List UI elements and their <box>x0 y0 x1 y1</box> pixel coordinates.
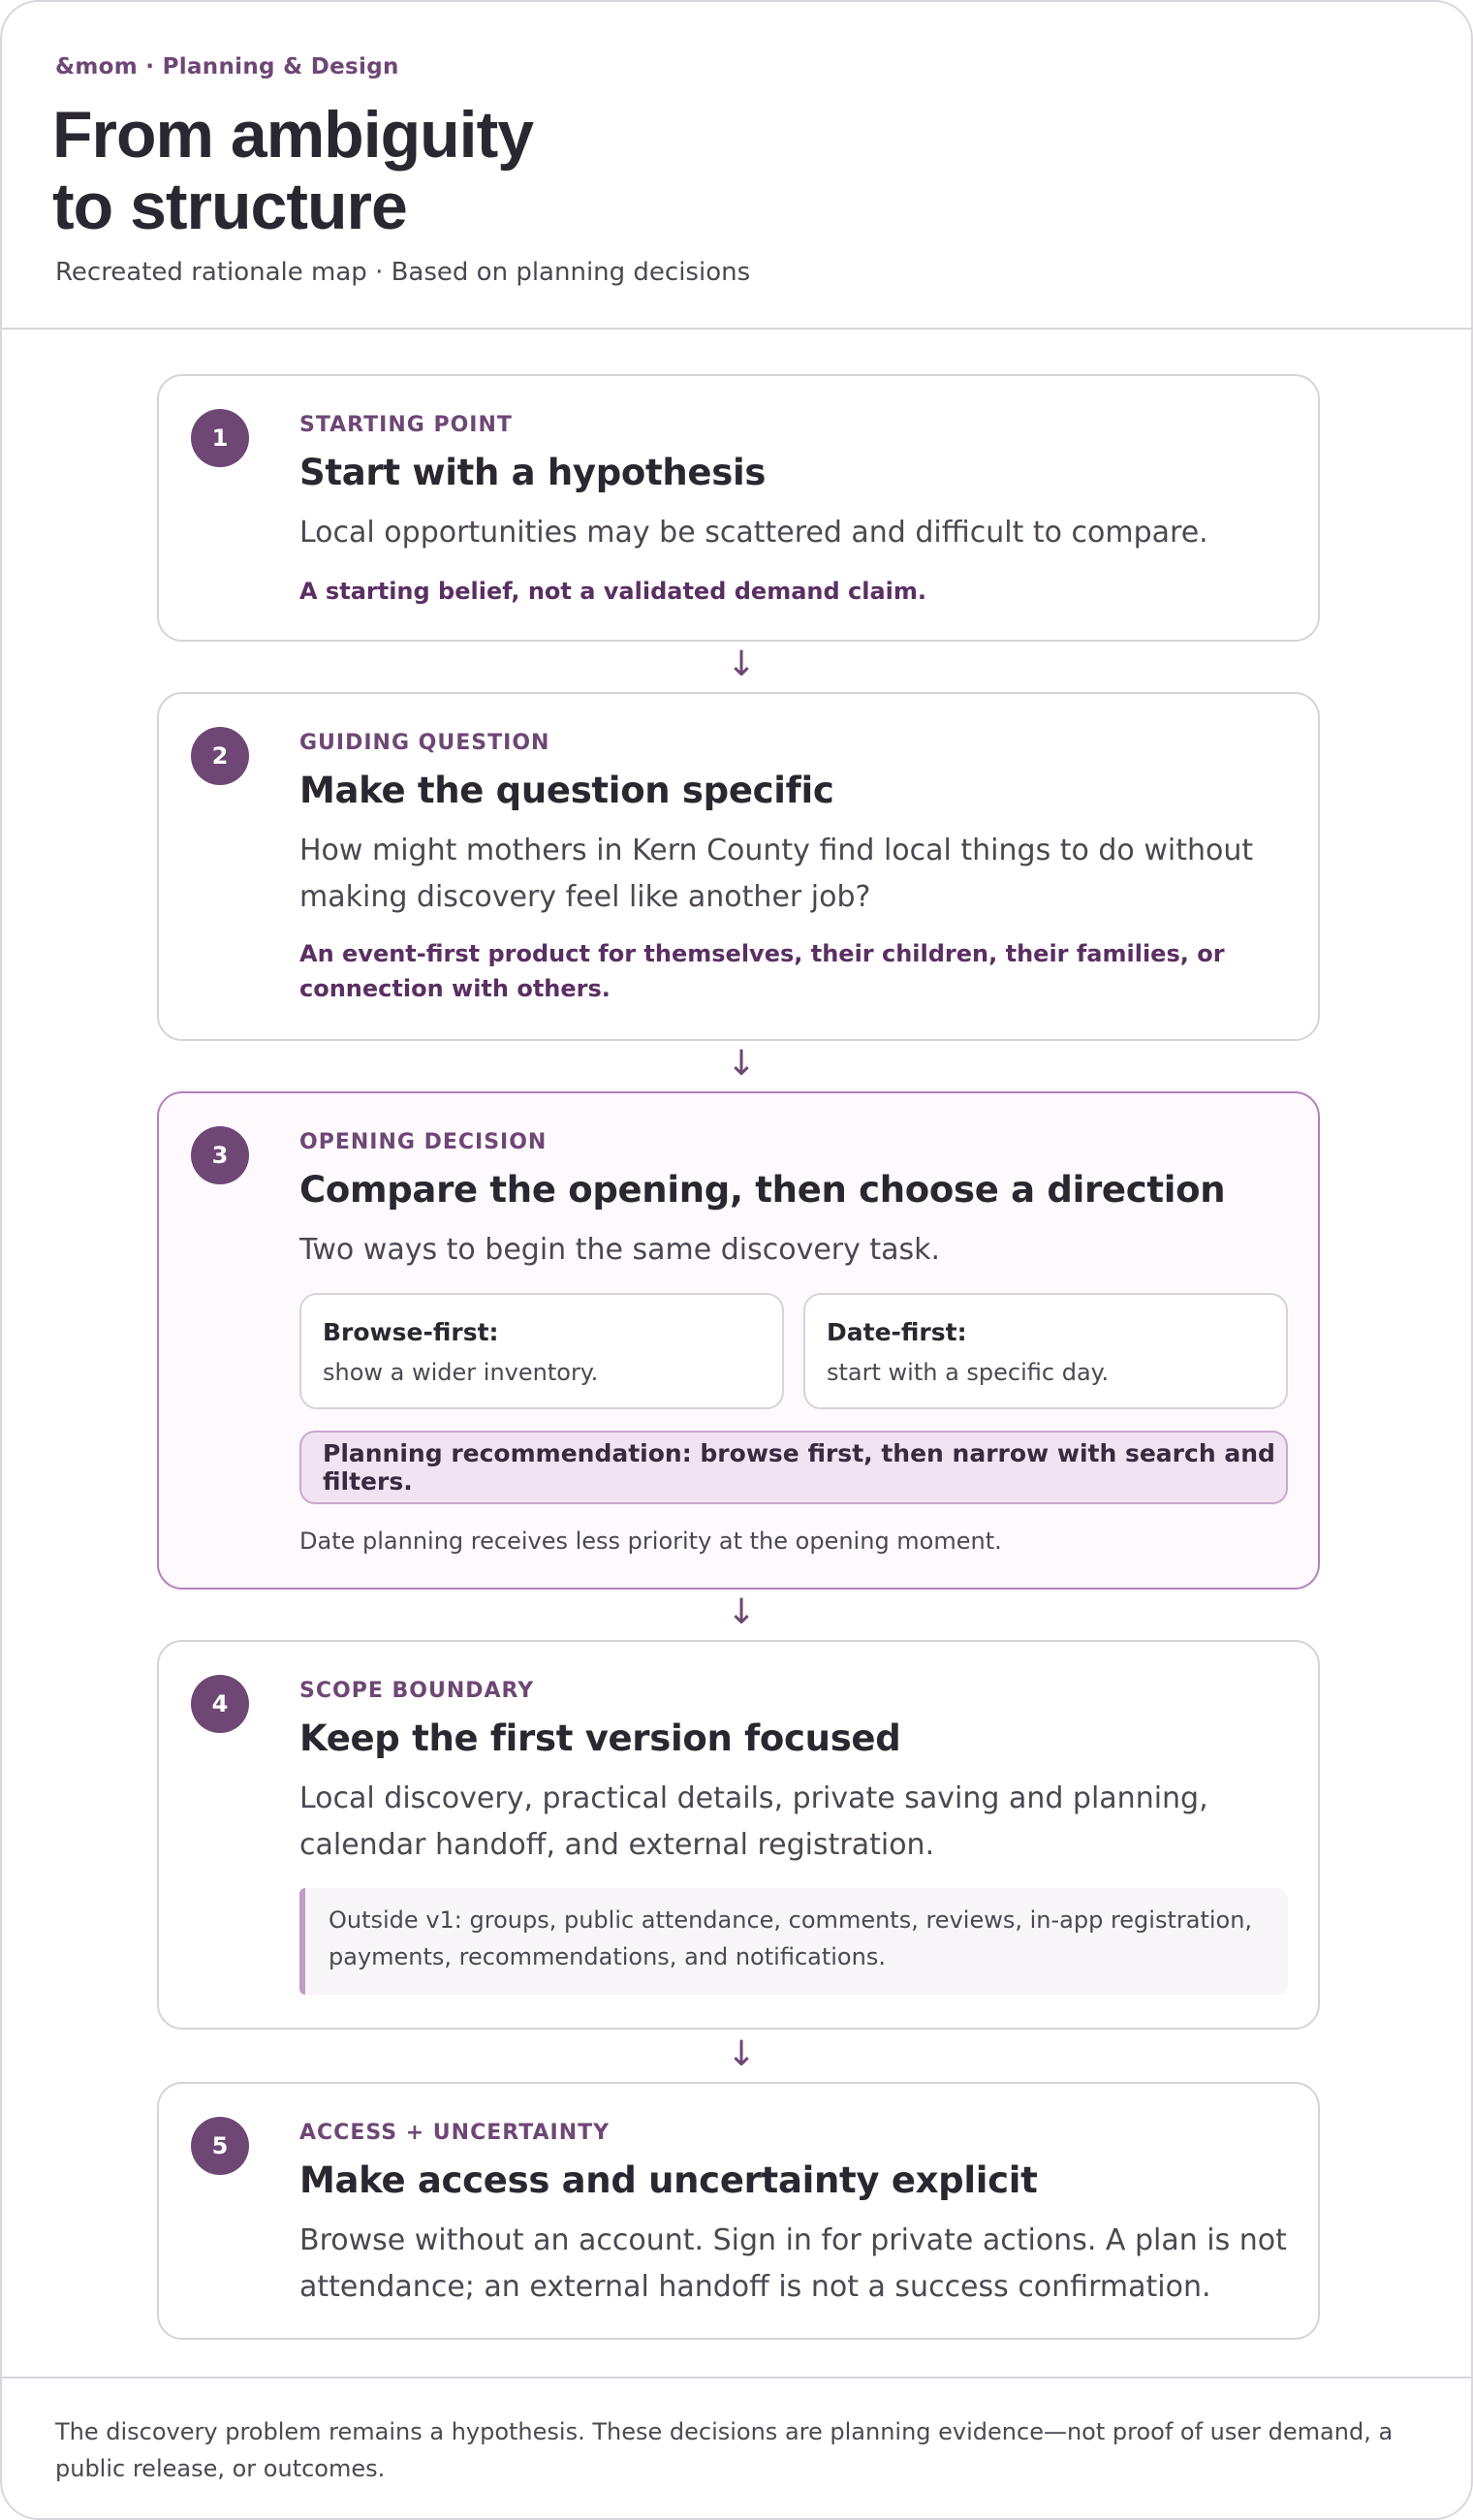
eyebrow: &mom · Planning & Design <box>55 54 399 79</box>
step-body: Browse without an account. Sign in for private actions. A plan is not attendance; an external handoff is not a success confirmation. <box>299 2223 1287 2304</box>
down-arrow-icon: ↓ <box>727 1044 757 1084</box>
option-description: show a wider inventory. <box>323 1359 599 1386</box>
down-arrow-icon: ↓ <box>727 645 757 684</box>
step-label: SCOPE BOUNDARY <box>299 1679 535 1703</box>
step-number-badge: 5 <box>191 2117 249 2175</box>
step-body: Two ways to begin the same discovery task. <box>299 1233 941 1267</box>
step-heading: Make access and uncertainty explicit <box>299 2159 1038 2201</box>
page-header <box>2 2 1471 330</box>
title-line-1: From ambiguity <box>52 98 534 172</box>
step-number-badge: 3 <box>191 1126 249 1184</box>
planning-recommendation: Planning recommendation: browse first, then narrow with search and filters. <box>299 1431 1288 1504</box>
step-card-2 <box>157 692 1320 1041</box>
step-label: STARTING POINT <box>299 413 513 437</box>
footer-disclaimer: The discovery problem remains a hypothesis. These decisions are planning evidence—not proof of user demand, a public release, or outcomes. <box>55 2418 1394 2482</box>
step-number-badge: 4 <box>191 1675 249 1733</box>
step-number-badge: 1 <box>191 409 249 467</box>
step-heading: Make the question specific <box>299 770 834 811</box>
outside-v1-callout: Outside v1: groups, public attendance, comments, reviews, in-app registration, payments, recommendations, and notifications. <box>299 1888 1288 1995</box>
step-body: Local discovery, practical details, private saving and planning, calendar handoff, and external registration. <box>299 1781 1208 1862</box>
step-footnote: Date planning receives less priority at the opening moment. <box>299 1528 1002 1555</box>
step-number-badge: 2 <box>191 727 249 785</box>
step-note: A starting belief, not a validated demand claim. <box>299 578 927 605</box>
page-title <box>52 99 533 242</box>
step-heading: Compare the opening, then choose a direction <box>299 1169 1226 1211</box>
option-description: start with a specific day. <box>827 1359 1110 1386</box>
option-date-first <box>803 1293 1288 1409</box>
step-body: Local opportunities may be scattered and difficult to compare. <box>299 516 1208 550</box>
down-arrow-icon: ↓ <box>727 2034 757 2074</box>
down-arrow-icon: ↓ <box>727 1592 757 1632</box>
step-card-4 <box>157 1640 1320 2030</box>
option-browse-first <box>299 1293 784 1409</box>
step-card-1 <box>157 374 1320 642</box>
step-label: GUIDING QUESTION <box>299 731 550 755</box>
step-card-3 <box>157 1091 1320 1590</box>
option-title: Date-first: <box>827 1318 967 1346</box>
step-label: OPENING DECISION <box>299 1130 548 1154</box>
page-footer <box>2 2377 1471 2520</box>
step-body: How might mothers in Kern County find local things to do without making discovery feel like another job? <box>299 834 1254 914</box>
step-heading: Start with a hypothesis <box>299 452 767 493</box>
option-title: Browse-first: <box>323 1318 499 1346</box>
page-subtitle: Recreated rationale map · Based on planning decisions <box>55 258 751 287</box>
step-heading: Keep the first version focused <box>299 1717 901 1759</box>
step-card-5 <box>157 2082 1320 2340</box>
step-label: ACCESS + UNCERTAINTY <box>299 2121 611 2145</box>
title-line-2: to structure <box>52 170 407 243</box>
step-note: An event-first product for themselves, their children, their families, or connection with others. <box>299 940 1225 1002</box>
